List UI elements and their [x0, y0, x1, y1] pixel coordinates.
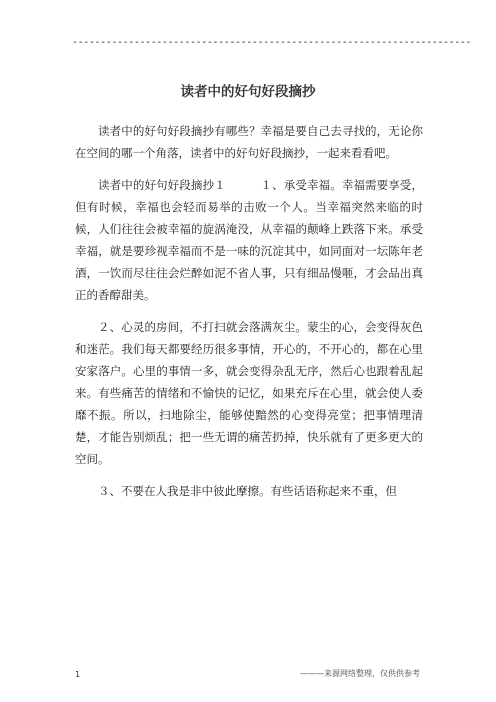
header-dashed-rule: -----------------------------------------------------------------------: [72, 37, 472, 48]
footer-source-note: ———来源网络整理，仅供供参考: [300, 669, 420, 678]
document-title: 读者中的好句好段摘抄: [180, 84, 316, 100]
paragraph-2: ２、心灵的房间，不打扫就会落满灰尘。蒙尘的心，会变得灰色和迷茫。我们每天都要经历很多事情，开心的，不开心的，都在心里安家落户。心里的事情一多，就会变得杂乱无序，然后心也跟着乱起来。有些痛苦的情绪和不愉快的记忆，如果充斥在心里，就会使人委靡不振。所以，扫地除尘，能够使黯然的心变得亮堂；把事情理清楚，才能告别烦乱；把一些无谓的痛苦扔掉，快乐就有了更多更大的空间。: [75, 320, 423, 466]
page-number: 1: [75, 670, 81, 679]
paragraph-1: 读者中的好句好段摘抄１ １、承受幸福。幸福需要享受，但有时候，幸福也会轻而易举的击败一个人。当幸福突然来临的时候，人们往往会被幸福的旋涡淹没，从幸福的颠峰上跌落下来。承受幸福，就是要珍视幸福而不是一味的沉淀其中，如同面对一坛陈年老酒，一饮而尽往往会烂醉如泥不省人事，只有细品慢咂，才会品出真正的香醇甜美。: [75, 178, 423, 302]
paragraph-intro: 读者中的好句好段摘抄有哪些？幸福是要自己去寻找的，无论你在空间的哪一个角落，读者中的好句好段摘抄，一起来看看吧。: [75, 124, 423, 160]
paragraph-3: ３、不要在人我是非中彼此摩擦。有些话语称起来不重，但: [98, 484, 397, 498]
document-body: [75, 120, 423, 512]
